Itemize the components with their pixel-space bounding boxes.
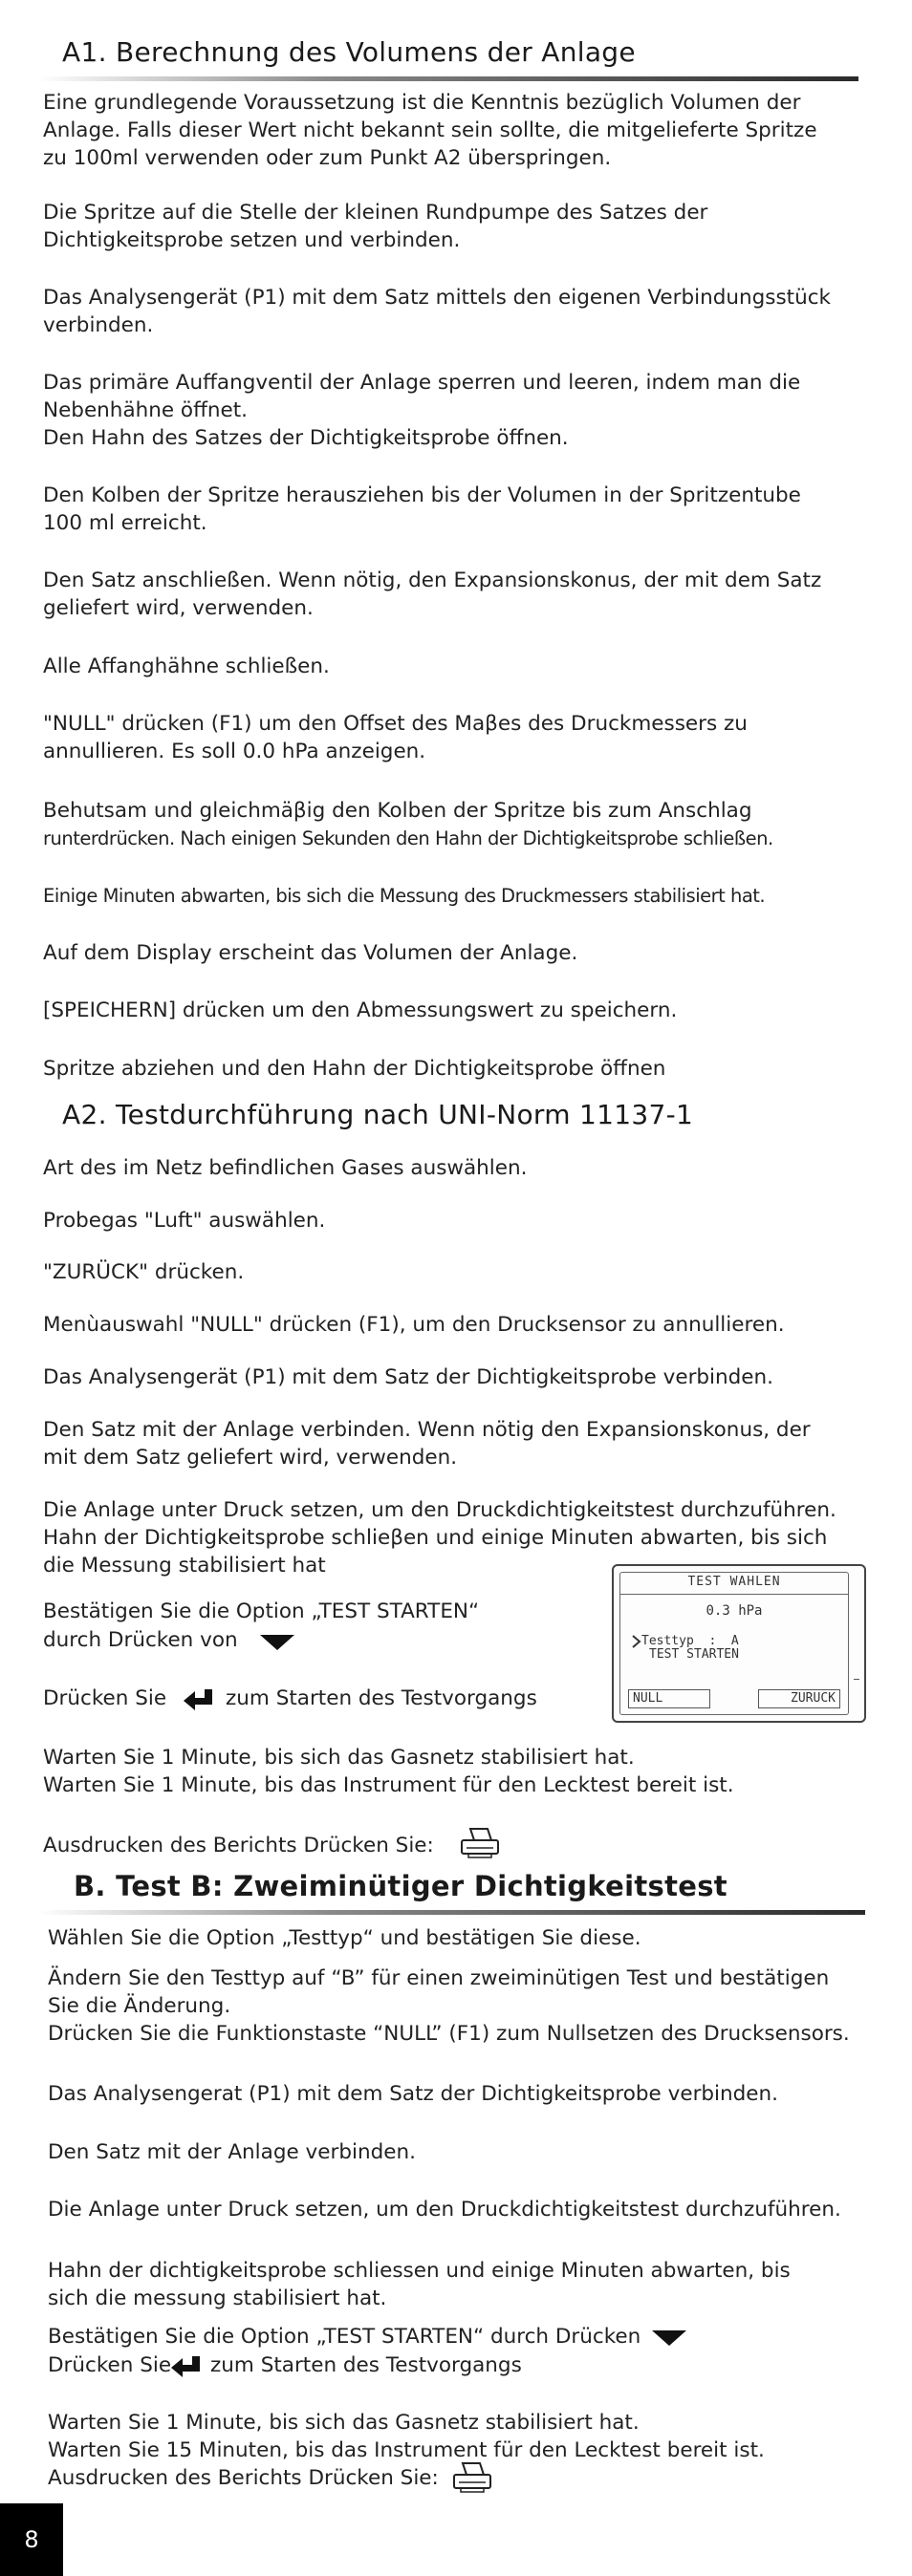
heading-rule xyxy=(38,76,858,81)
a1-paragraph-12: [SPEICHERN] drücken um den Abmessungswert zu speichern. xyxy=(43,998,678,1022)
a2-paragraph-6: Den Satz mit der Anlage verbinden. Wenn nötig den Expansionskonus, der mit dem Satz geliefert wird, verwenden. xyxy=(43,1418,811,1470)
b-confirm-line: Bestätigen Sie die Option „TEST STARTEN“ durch Drücken xyxy=(48,2325,641,2349)
down-arrow-icon xyxy=(258,1633,296,1652)
lcd-test-type: Testtyp : A xyxy=(641,1634,739,1648)
a1-paragraph-4: Das primäre Auffangventil der Anlage sperren und leeren, indem man die Nebenhähne öffnet. Den Hahn des Satzes der Dichtigkeitsprobe öffnen. xyxy=(43,371,801,450)
a2-paragraph-1: Art des im Netz befindlichen Gases auswählen. xyxy=(43,1156,528,1180)
section-b-heading xyxy=(0,1870,912,1918)
lcd-scroll-mark xyxy=(854,1679,859,1680)
a1-paragraph-9a: Behutsam und gleichmäβig den Kolben der Spritze bis zum Anschlag xyxy=(43,799,752,823)
b-paragraph-6: Hahn der dichtigkeitsprobe schliessen und einige Minuten abwarten, bis sich die messung stabilisiert hat. xyxy=(48,2259,791,2310)
lcd-null-button[interactable]: NULL xyxy=(628,1689,710,1708)
a2-paragraph-2: Probegas "Luft" auswählen. xyxy=(43,1209,326,1233)
lcd-separator xyxy=(620,1594,848,1595)
a1-paragraph-11: Auf dem Display erscheint das Volumen der Anlage. xyxy=(43,941,578,965)
a2-confirm-line-1: Bestätigen Sie die Option „TEST STARTEN“ xyxy=(43,1599,480,1623)
lcd-test-start: TEST STARTEN xyxy=(649,1647,739,1662)
b-paragraph-8: Warten Sie 1 Minute, bis sich das Gasnetz stabilisiert hat. Warten Sie 15 Minuten, bis das Instrument für den Lecktest bereit ist. xyxy=(48,2411,765,2462)
section-a2-heading xyxy=(0,1099,912,1143)
b-paragraph-1: Wählen Sie die Option „Testtyp“ und bestätigen Sie diese. xyxy=(48,1926,641,1950)
a2-paragraph-3: "ZURÜCK" drücken. xyxy=(43,1260,245,1284)
a1-paragraph-13: Spritze abziehen und den Hahn der Dichtigkeitsprobe öffnen xyxy=(43,1057,666,1081)
b-press-enter-after: zum Starten des Testvorgangs xyxy=(210,2353,522,2377)
heading-rule xyxy=(38,1910,865,1915)
a1-paragraph-7: Alle Affanghähne schließen. xyxy=(43,655,330,678)
a2-press-enter-after: zum Starten des Testvorgangs xyxy=(226,1686,537,1710)
a1-paragraph-10: Einige Minuten abwarten, bis sich die Messung des Druckmessers stabilisiert hat. xyxy=(43,885,766,907)
selection-arrow-icon xyxy=(632,1635,641,1648)
section-a1-heading xyxy=(0,36,912,84)
a2-press-enter-before: Drücken Sie xyxy=(43,1686,167,1710)
b-paragraph-4: Den Satz mit der Anlage verbinden. xyxy=(48,2140,416,2164)
printer-icon xyxy=(451,2461,493,2494)
page-number: 8 xyxy=(0,2503,63,2576)
b-print-report: Ausdrucken des Berichts Drücken Sie: xyxy=(48,2466,439,2490)
lcd-screen xyxy=(619,1572,849,1715)
lcd-display xyxy=(612,1564,866,1723)
a1-paragraph-8: "NULL" drücken (F1) um den Offset des Maβes des Druckmessers zu annullieren. Es soll 0.0 hPa anzeigen. xyxy=(43,712,748,763)
enter-key-icon xyxy=(182,1687,216,1710)
b-press-enter-before: Drücken Sie xyxy=(48,2353,172,2377)
down-arrow-icon xyxy=(650,2329,688,2348)
b-paragraph-3: Das Analysengerat (P1) mit dem Satz der Dichtigkeitsprobe verbinden. xyxy=(48,2082,778,2106)
printer-icon xyxy=(459,1827,501,1859)
a1-paragraph-3: Das Analysengerät (P1) mit dem Satz mittels den eigenen Verbindungsstück verbinden. xyxy=(43,286,832,337)
lcd-back-button[interactable]: ZURUCK xyxy=(758,1689,840,1708)
enter-key-icon xyxy=(169,2354,204,2377)
lcd-title: TEST WAHLEN xyxy=(687,1575,781,1589)
a2-confirm-line-2: durch Drücken von xyxy=(43,1628,238,1652)
a1-paragraph-6: Den Satz anschließen. Wenn nötig, den Expansionskonus, der mit dem Satz geliefert wird, verwenden. xyxy=(43,569,822,620)
lcd-pressure-value: 0.3 hPa xyxy=(706,1603,763,1619)
a1-paragraph-5: Den Kolben der Spritze herausziehen bis der Volumen in der Spritzentube 100 ml erreicht. xyxy=(43,483,801,535)
section-b-title: B. Test B: Zweiminütiger Dichtigkeitstest xyxy=(74,1870,727,1902)
a2-print-report: Ausdrucken des Berichts Drücken Sie: xyxy=(43,1834,434,1857)
a2-paragraph-4: Menùauswahl "NULL" drücken (F1), um den Drucksensor zu annullieren. xyxy=(43,1313,785,1337)
a2-paragraph-5: Das Analysengerät (P1) mit dem Satz der Dichtigkeitsprobe verbinden. xyxy=(43,1365,773,1389)
b-paragraph-5: Die Anlage unter Druck setzen, um den Druckdichtigkeitstest durchzuführen. xyxy=(48,2198,841,2222)
section-a2-title: A2. Testdurchführung nach UNI-Norm 11137-1 xyxy=(62,1099,694,1130)
a1-paragraph-1: Eine grundlegende Voraussetzung ist die Kenntnis bezüglich Volumen der Anlage. Falls dieser Wert nicht bekannt sein sollte, die mitgelieferte Spritze zu 100ml verwenden oder zum Punkt A2 überspringen. xyxy=(43,91,817,170)
b-paragraph-2: Ändern Sie den Testtyp auf “B” für einen zweiminütigen Test und bestätigen Sie die Änderung. Drücken Sie die Funktionstaste “NULL” (F1) zum Nullsetzen des Drucksensors. xyxy=(48,1966,850,2046)
a2-paragraph-7: Die Anlage unter Druck setzen, um den Druckdichtigkeitstest durchzuführen. Hahn der Dichtigkeitsprobe schlieβen und einige Minuten abwarten, bis sich die Messung stabilisiert hat xyxy=(43,1498,836,1578)
section-a1-title: A1. Berechnung des Volumens der Anlage xyxy=(62,36,636,68)
a1-paragraph-2: Die Spritze auf die Stelle der kleinen Rundpumpe des Satzes der Dichtigkeitsprobe setzen und verbinden. xyxy=(43,201,708,252)
a1-paragraph-9b: runterdrücken. Nach einigen Sekunden den Hahn der Dichtigkeitsprobe schließen. xyxy=(43,827,773,849)
a2-paragraph-10: Warten Sie 1 Minute, bis sich das Gasnetz stabilisiert hat. Warten Sie 1 Minute, bis das Instrument für den Lecktest bereit ist. xyxy=(43,1746,734,1797)
